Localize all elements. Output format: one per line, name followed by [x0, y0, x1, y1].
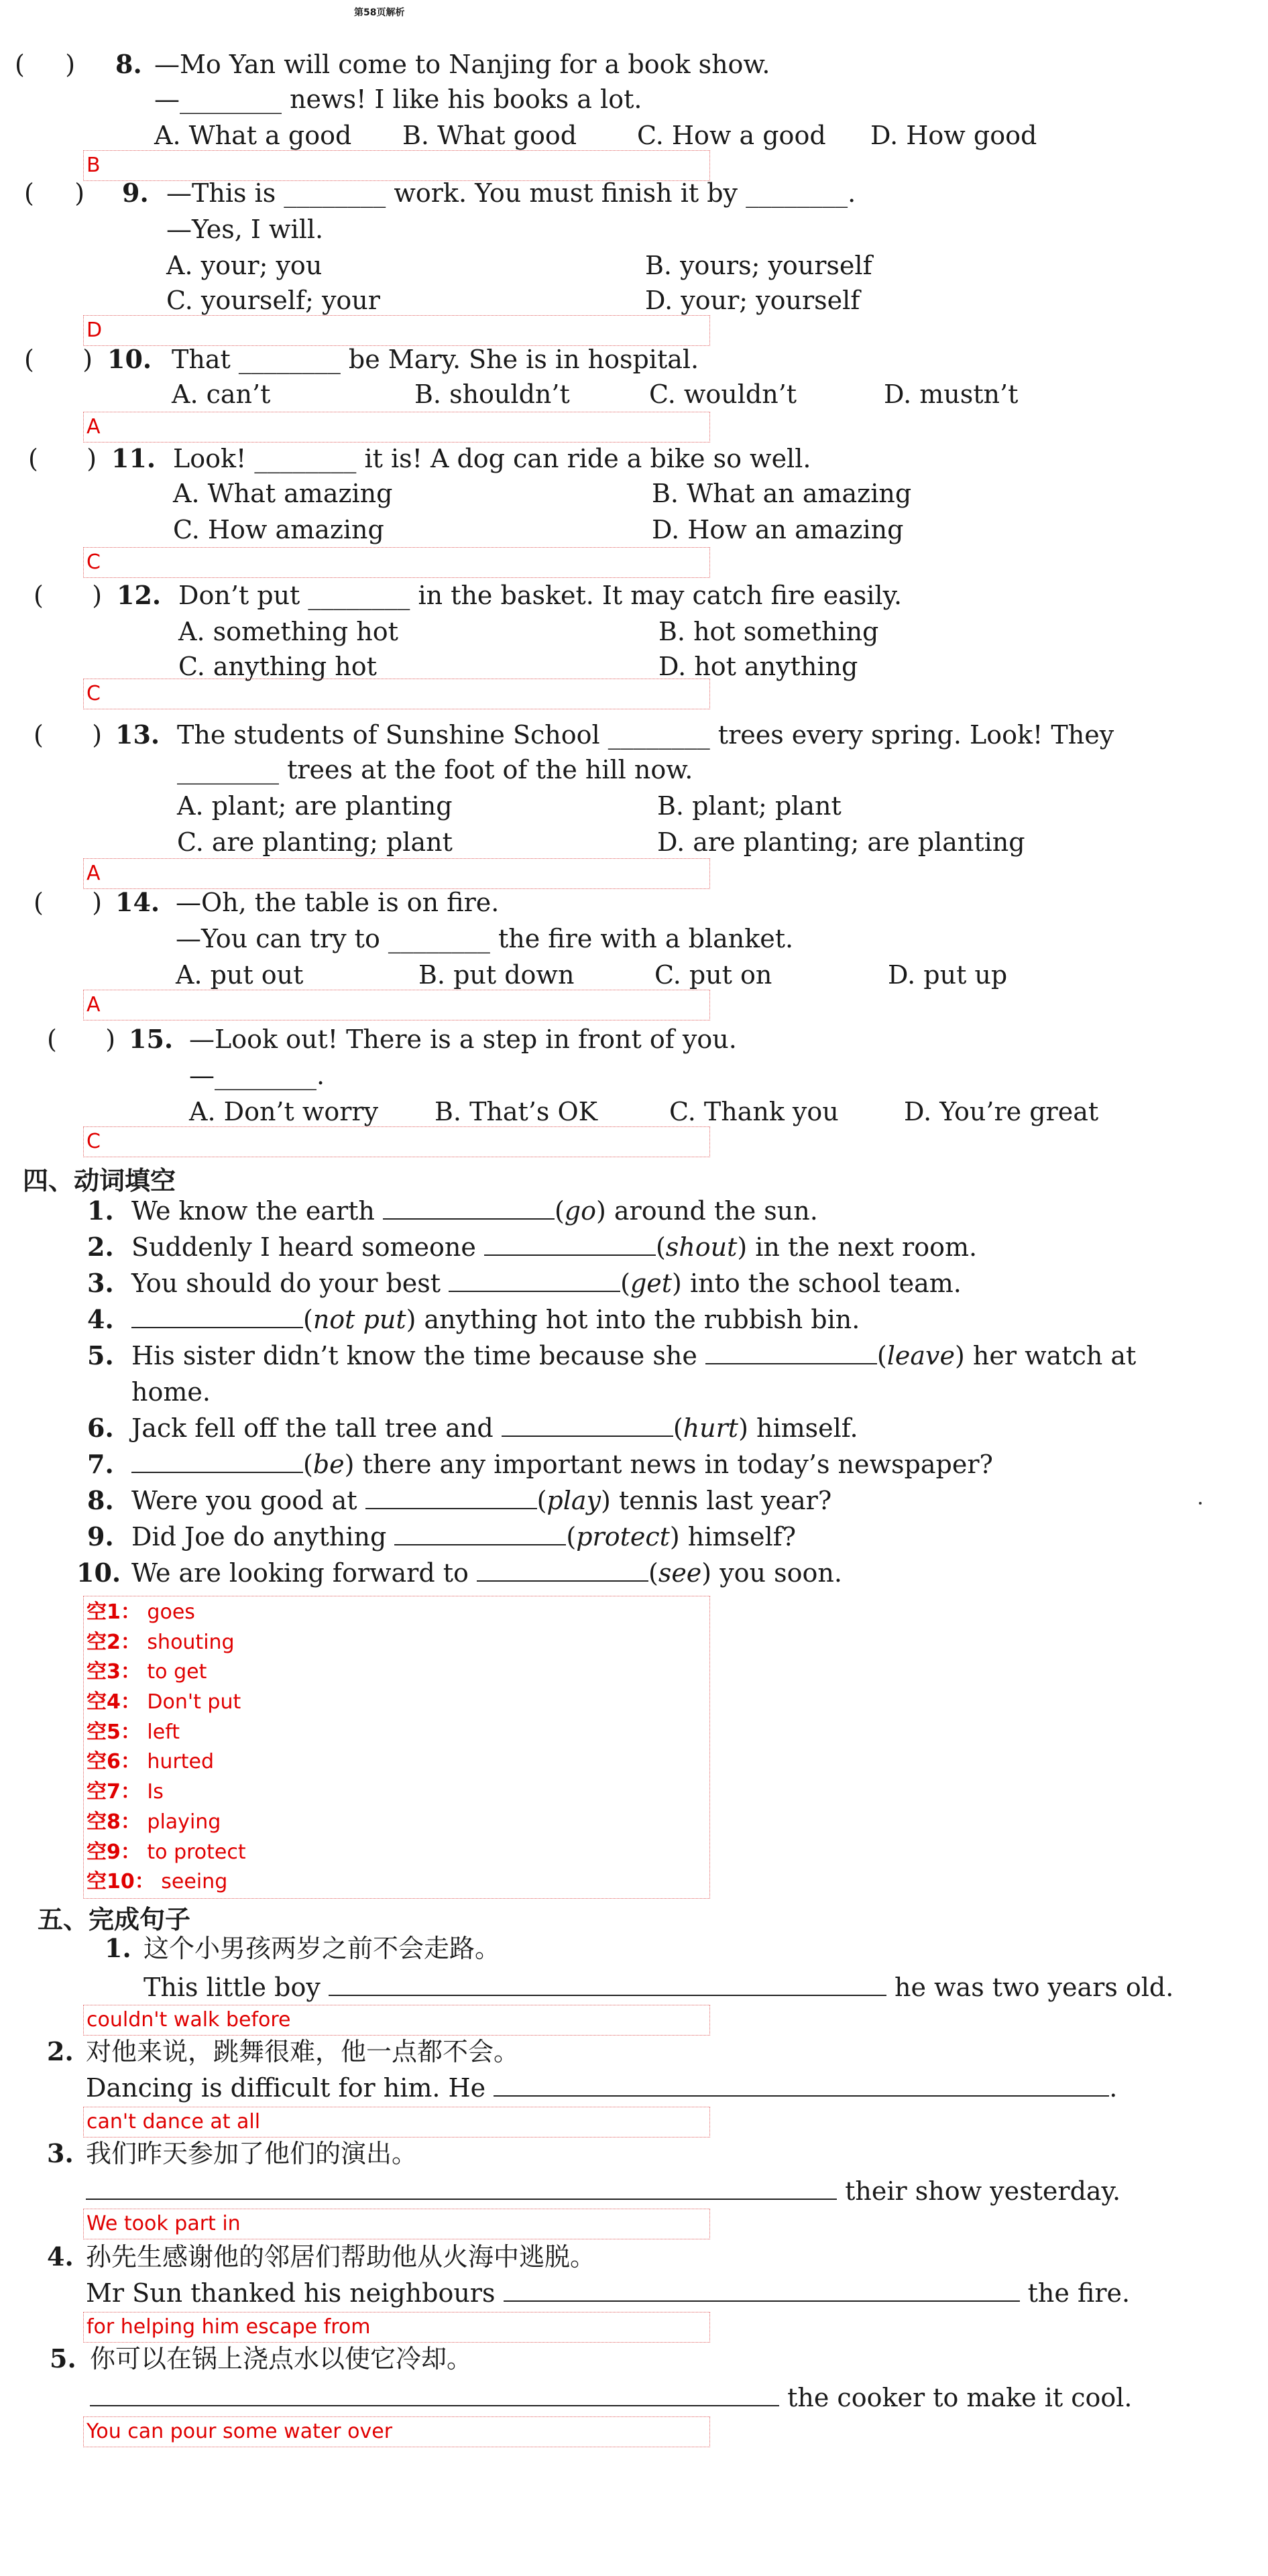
verb-hint: be [312, 1450, 345, 1479]
option-c: C. How a good [637, 121, 826, 150]
option-d: D. How an amazing [652, 515, 904, 544]
verb-hint: hurt [683, 1413, 739, 1443]
option-d: D. hot anything [658, 652, 858, 681]
verb-hint: leave [886, 1341, 955, 1370]
answer-box: We took part in [83, 2209, 710, 2239]
answer-bracket: ( ) [34, 888, 103, 917]
item-line: You should do your best (get) into the school team. [131, 1269, 962, 1298]
question-number: 8. [115, 49, 142, 79]
answer-box: C [83, 1126, 710, 1157]
verb-hint: go [564, 1196, 596, 1226]
question-number: 10. [107, 344, 152, 374]
verb-hint: not put [312, 1305, 406, 1334]
answer-bracket: ( ) [28, 444, 97, 473]
answer-row: 空3： to get [87, 1660, 207, 1684]
question-line: Don’t put ________ in the basket. It may catch fire easily. [178, 581, 903, 610]
option-c: C. yourself; your [166, 286, 380, 315]
question-line: —________. [189, 1061, 325, 1090]
blank [86, 2176, 837, 2200]
item-text: anything hot into the rubbish bin. [424, 1305, 860, 1334]
item-line: the cooker to make it cool. [90, 2382, 1133, 2414]
verb-hint: protect [576, 1522, 670, 1552]
answer-box: couldn't walk before [83, 2005, 710, 2036]
item-number: 5. [87, 1340, 114, 1370]
item-line: (not put) anything hot into the rubbish bin. [131, 1303, 860, 1336]
blank [131, 1304, 303, 1328]
question-number: 13. [115, 719, 160, 750]
answer-box: You can pour some water over [83, 2416, 710, 2447]
answer-box: B [83, 150, 710, 181]
item-line: Mr Sun thanked his neighbours the fire. [86, 2278, 1131, 2308]
answer-bracket: ( ) [24, 178, 85, 208]
question-line: That ________ be Mary. She is in hospital. [172, 345, 699, 374]
blank [484, 1232, 656, 1256]
question-line: —Look out! There is a step in front of you. [189, 1024, 737, 1054]
option-d: D. your; yourself [645, 286, 860, 315]
option-b: B. plant; plant [657, 791, 842, 821]
item-text: around the sun. [614, 1196, 818, 1226]
item-number: 5. [50, 2343, 76, 2374]
item-text: Were you good at [131, 1486, 357, 1515]
blank [449, 1268, 620, 1292]
item-line: We are looking forward to (see) you soon. [131, 1558, 842, 1588]
option-d: D. are planting; are planting [657, 827, 1025, 857]
option-a: A. something hot [178, 617, 398, 646]
verb-hint: see [658, 1558, 702, 1588]
question-number: 9. [122, 178, 149, 208]
page-header: 第58页解析 [354, 7, 405, 18]
item-number: 4. [87, 1304, 114, 1334]
item-text: Jack fell off the tall tree and [131, 1413, 494, 1443]
question-line: —You can try to ________ the fire with a blanket. [176, 924, 794, 953]
answer-box: for helping him escape from [83, 2312, 710, 2343]
answer-list-box [83, 1596, 710, 1899]
item-number: 4. [47, 2241, 74, 2272]
item-line: Were you good at (play) tennis last year? [131, 1486, 832, 1515]
option-d: D. You’re great [904, 1097, 1099, 1126]
item-line: Dancing is difficult for him. He . [86, 2073, 1118, 2103]
section-title: 四、动词填空 [23, 1166, 176, 1195]
answer-row: 空6： hurted [87, 1750, 215, 1774]
question-line: —Yes, I will. [166, 215, 324, 244]
item-number: 3. [87, 1268, 114, 1298]
option-a: A. put out [176, 960, 304, 990]
question-line: —________ news! I like his books a lot. [154, 84, 642, 114]
section-title: 五、完成句子 [38, 1905, 191, 1934]
option-a: A. plant; are planting [177, 791, 453, 821]
speck [1199, 1502, 1202, 1505]
item-line: We know the earth (go) around the sun. [131, 1196, 818, 1226]
item-number: 10. [76, 1558, 121, 1588]
item-number: 6. [87, 1413, 114, 1443]
blank [504, 2278, 1020, 2302]
answer-row: 空4： Don't put [87, 1690, 241, 1714]
verb-hint: shout [665, 1232, 738, 1262]
item-text: Did Joe do anything [131, 1522, 387, 1552]
option-b: B. That’s OK [435, 1097, 598, 1126]
item-line: their show yesterday. [86, 2175, 1120, 2207]
item-number: 2. [47, 2036, 74, 2066]
item-text: We know the earth [131, 1196, 375, 1226]
option-a: A. your; you [166, 251, 323, 280]
question-line: —Mo Yan will come to Nanjing for a book show. [154, 50, 770, 79]
verb-hint: get [630, 1269, 673, 1298]
blank [329, 1972, 886, 1996]
blank [131, 1449, 303, 1473]
option-b: B. hot something [658, 617, 879, 646]
question-number: 11. [111, 443, 156, 473]
verb-hint: play [546, 1486, 601, 1515]
option-c: C. wouldn’t [649, 379, 797, 409]
answer-bracket: ( ) [34, 581, 103, 610]
answer-box: C [83, 547, 710, 578]
answer-row: 空9： to protect [87, 1840, 246, 1864]
item-number: 1. [87, 1195, 114, 1226]
blank [383, 1195, 555, 1220]
answer-box: can't dance at all [83, 2107, 710, 2138]
question-number: 14. [115, 887, 160, 917]
blank [705, 1340, 877, 1364]
blank [365, 1485, 537, 1509]
option-b: B. What an amazing [652, 479, 912, 508]
item-text: Suddenly I heard someone [131, 1232, 476, 1262]
answer-box: A [83, 858, 710, 889]
answer-bracket: ( ) [15, 50, 76, 79]
item-number: 9. [87, 1521, 114, 1552]
blank [494, 2072, 1109, 2097]
option-a: A. What a good [154, 121, 352, 150]
answer-row: 空1： goes [87, 1600, 195, 1624]
item-text: tennis last year? [618, 1486, 832, 1515]
item-continuation: home. [131, 1377, 211, 1407]
answer-box: C [83, 679, 710, 709]
item-text: you soon. [719, 1558, 842, 1588]
chinese-prompt: 这个小男孩两岁之前不会走路。 [143, 1934, 501, 1963]
option-d: D. mustn’t [884, 379, 1019, 409]
option-c: C. anything hot [178, 652, 377, 681]
item-line: His sister didn’t know the time because she (leave) her watch at [131, 1341, 1137, 1370]
item-text: His sister didn’t know the time because she [131, 1341, 697, 1370]
option-c: C. are planting; plant [177, 827, 453, 857]
item-text: We are looking forward to [131, 1558, 469, 1588]
option-d: D. put up [888, 960, 1008, 990]
chinese-prompt: 孙先生感谢他的邻居们帮助他从火海中逃脱。 [86, 2242, 596, 2272]
item-number: 8. [87, 1485, 114, 1515]
item-text: himself? [687, 1522, 797, 1552]
answer-row: 空8： playing [87, 1810, 221, 1834]
item-text: into the school team. [689, 1269, 962, 1298]
option-d: D. How good [870, 121, 1037, 150]
item-line: This little boy he was two years old. [143, 1973, 1174, 2002]
item-number: 1. [105, 1933, 131, 1963]
option-c: C. Thank you [669, 1097, 839, 1126]
option-c: C. put on [654, 960, 772, 990]
item-text: in the next room. [755, 1232, 978, 1262]
answer-box: A [83, 412, 710, 443]
option-a: A. Don’t worry [189, 1097, 379, 1126]
answer-bracket: ( ) [34, 720, 103, 750]
item-number: 3. [47, 2138, 74, 2168]
option-b: B. What good [402, 121, 577, 150]
blank [502, 1413, 673, 1437]
item-number: 7. [87, 1449, 114, 1479]
option-b: B. shouldn’t [414, 379, 570, 409]
option-b: B. put down [418, 960, 575, 990]
answer-box: A [83, 990, 710, 1020]
answer-row: 空2： shouting [87, 1630, 235, 1654]
question-line: —This is ________ work. You must finish it by ________. [166, 178, 856, 208]
blank [477, 1558, 648, 1582]
option-c: C. How amazing [173, 515, 384, 544]
item-text: You should do your best [131, 1269, 441, 1298]
item-line: (be) there any important news in today’s newspaper? [131, 1448, 993, 1480]
item-text: himself. [756, 1413, 858, 1443]
item-line: Did Joe do anything (protect) himself? [131, 1522, 797, 1552]
item-number: 2. [87, 1232, 114, 1262]
option-a: A. can’t [172, 379, 271, 409]
question-line: ________ trees at the foot of the hill now. [177, 755, 693, 784]
question-line: Look! ________ it is! A dog can ride a bike so well. [173, 444, 811, 473]
option-a: A. What amazing [173, 479, 393, 508]
answer-row: 空7： Is [87, 1780, 164, 1804]
question-number: 15. [129, 1024, 174, 1054]
answer-bracket: ( ) [47, 1024, 116, 1054]
question-line: The students of Sunshine School ________ trees every spring. Look! They [177, 720, 1114, 750]
chinese-prompt: 我们昨天参加了他们的演出。 [86, 2139, 418, 2168]
question-line: —Oh, the table is on fire. [176, 888, 500, 917]
item-line: Jack fell off the tall tree and (hurt) himself. [131, 1413, 858, 1443]
option-b: B. yours; yourself [645, 251, 872, 280]
item-line: Suddenly I heard someone (shout) in the next room. [131, 1232, 978, 1262]
answer-row: 空5： left [87, 1720, 180, 1744]
answer-row: 空10： seeing [87, 1870, 228, 1894]
item-text: her watch at [972, 1341, 1137, 1370]
blank [90, 2382, 779, 2406]
blank [394, 1521, 566, 1545]
answer-bracket: ( ) [24, 345, 93, 374]
answer-box: D [83, 315, 710, 346]
item-text: there any important news in today’s newspaper? [362, 1450, 993, 1479]
chinese-prompt: 你可以在锅上浇点水以使它冷却。 [90, 2344, 473, 2374]
question-number: 12. [117, 580, 162, 610]
chinese-prompt: 对他来说，跳舞很难，他一点都不会。 [86, 2037, 520, 2066]
